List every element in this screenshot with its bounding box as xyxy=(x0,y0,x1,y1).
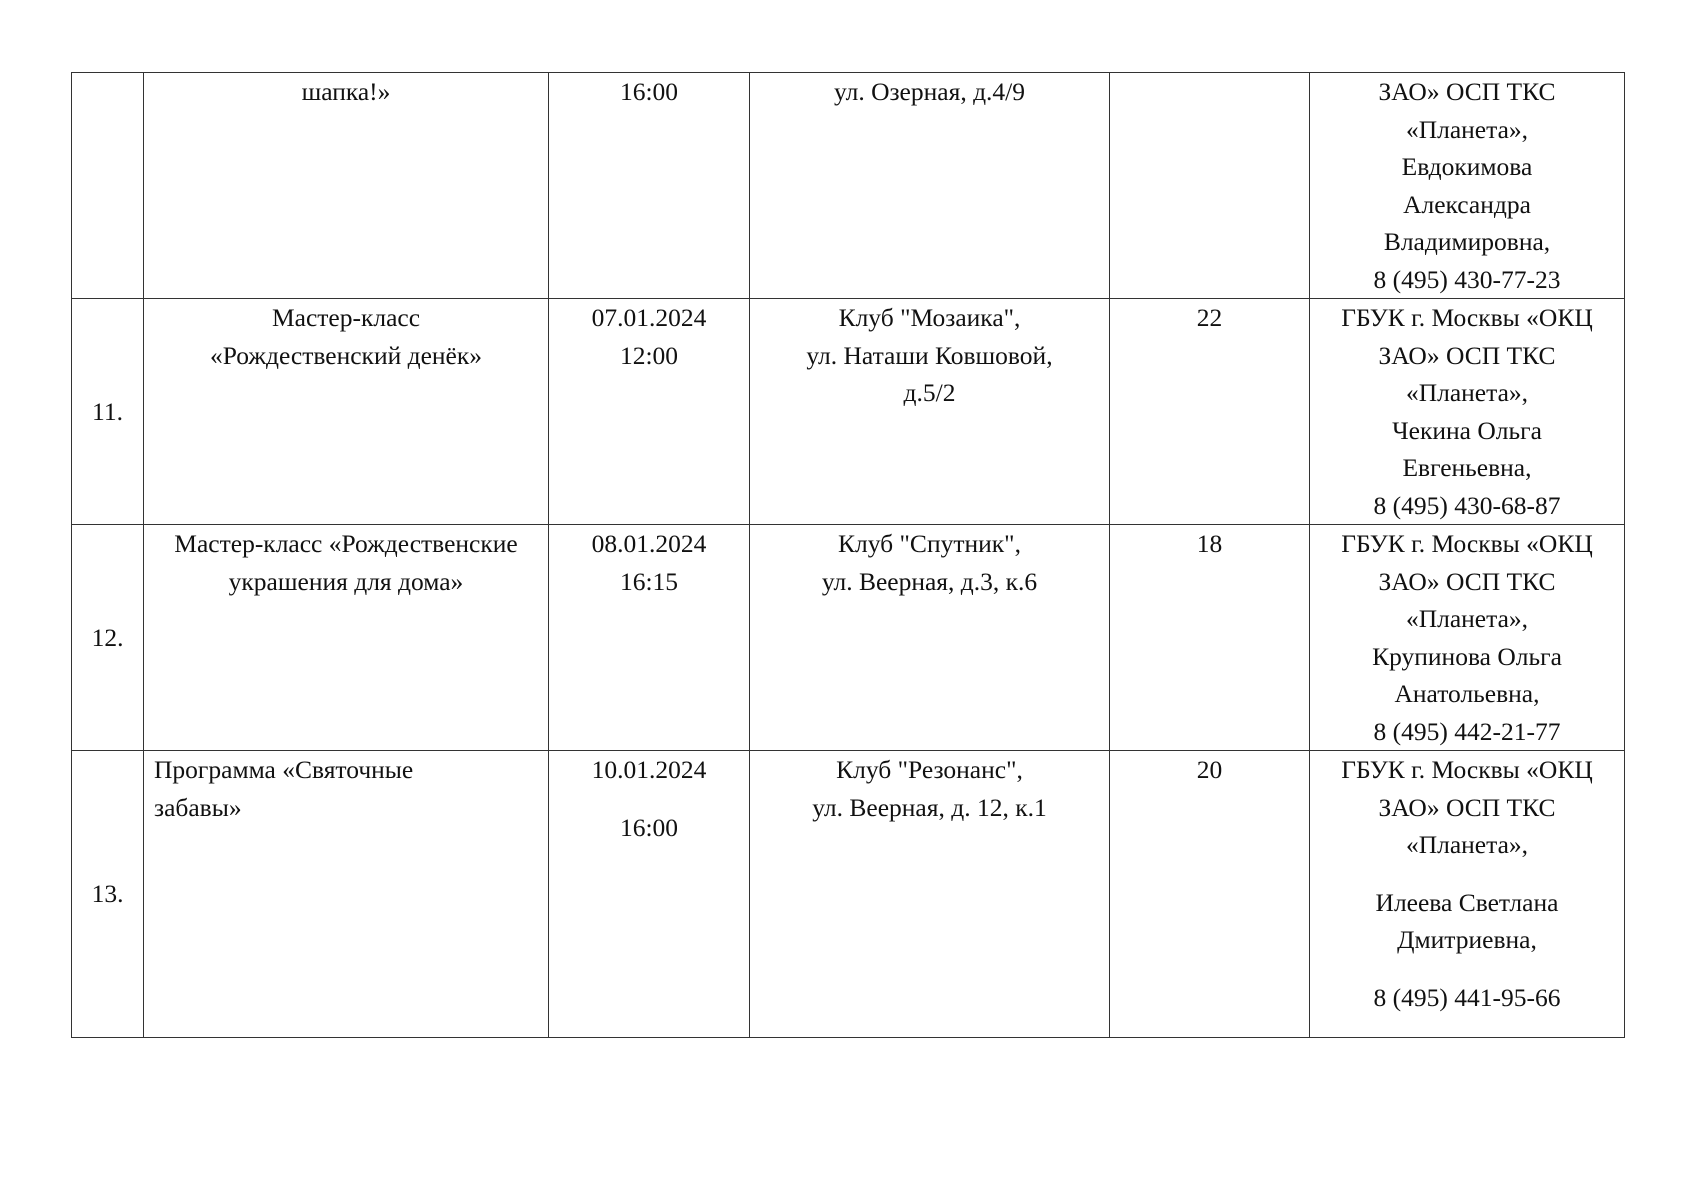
organizer-contact: ГБУК г. Москвы «ОКЦ ЗАО» ОСП ТКС «Планета», Илеева Светлана Дмитриевна, 8 (495) 441-95-66 xyxy=(1310,751,1625,1038)
participant-count: 20 xyxy=(1110,751,1310,1038)
event-title: Мастер-класс «Рождественский денёк» xyxy=(144,299,549,525)
participant-count: 18 xyxy=(1110,525,1310,751)
event-datetime: 07.01.2024 12:00 xyxy=(549,299,750,525)
event-title: шапка!» xyxy=(144,73,549,299)
row-number: 12. xyxy=(72,525,144,751)
event-venue: Клуб "Мозаика", ул. Наташи Ковшовой, д.5/2 xyxy=(750,299,1110,525)
participant-count: 22 xyxy=(1110,299,1310,525)
event-venue: Клуб "Спутник", ул. Веерная, д.3, к.6 xyxy=(750,525,1110,751)
event-datetime: 08.01.2024 16:15 xyxy=(549,525,750,751)
table-row xyxy=(72,299,1625,525)
row-number xyxy=(72,73,144,299)
row-number: 13. xyxy=(72,751,144,1038)
table-row xyxy=(72,525,1625,751)
event-title: Программа «Святочные забавы» xyxy=(144,751,549,1038)
organizer-contact: ГБУК г. Москвы «ОКЦ ЗАО» ОСП ТКС «Планета», Чекина Ольга Евгеньевна, 8 (495) 430-68-87 xyxy=(1310,299,1625,525)
event-venue: Клуб "Резонанс", ул. Веерная, д. 12, к.1 xyxy=(750,751,1110,1038)
event-title: Мастер-класс «Рождественские украшения для дома» xyxy=(144,525,549,751)
row-number: 11. xyxy=(72,299,144,525)
table-row xyxy=(72,751,1625,1038)
table-row xyxy=(72,73,1625,299)
event-venue: ул. Озерная, д.4/9 xyxy=(750,73,1110,299)
event-datetime: 10.01.2024 16:00 xyxy=(549,751,750,1038)
participant-count xyxy=(1110,73,1310,299)
events-table xyxy=(71,72,1625,1038)
event-datetime: 16:00 xyxy=(549,73,750,299)
organizer-contact: ГБУК г. Москвы «ОКЦ ЗАО» ОСП ТКС «Планета», Крупинова Ольга Анатольевна, 8 (495) 442-21-77 xyxy=(1310,525,1625,751)
organizer-contact: ЗАО» ОСП ТКС «Планета», Евдокимова Александра Владимировна, 8 (495) 430-77-23 xyxy=(1310,73,1625,299)
